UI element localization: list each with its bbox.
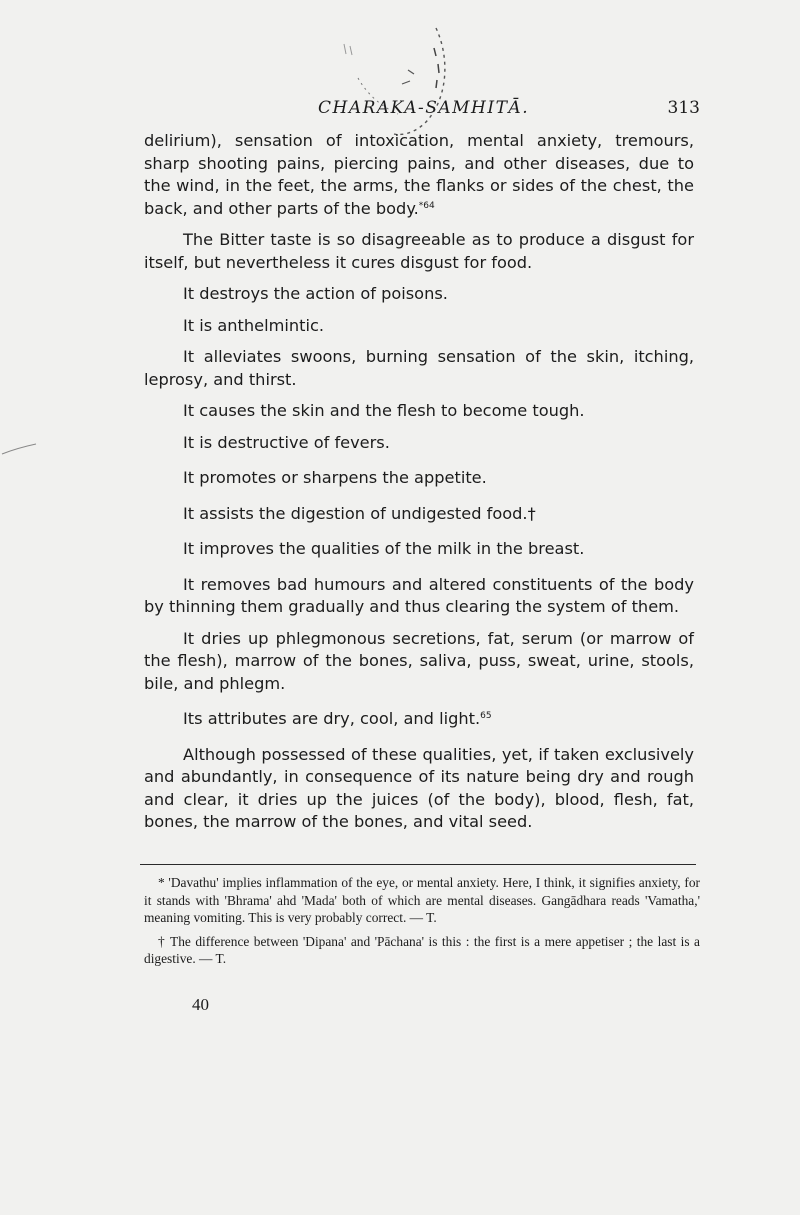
paragraph: Although possessed of these qualities, yet, if taken exclusively and abundantly, in consequence of its nature being dry and rough and clear, it dries up the juices (of the body), blood, flesh, fat, bones, the marrow of the bones, and vital seed.: [144, 744, 694, 831]
paragraph: It destroys the action of poisons.: [183, 284, 448, 303]
footnote: † The difference between 'Dipana' and 'Pāchana' is this : the first is a mere appetiser ; the last is a digestive. — T.: [144, 933, 700, 966]
paragraph: It promotes or sharpens the appetite.: [183, 468, 487, 487]
margin-mark-icon: [0, 440, 40, 460]
running-header: [318, 98, 700, 124]
paragraph: The Bitter taste is so disagreeable as to produce a disgust for itself, but nevertheless it cures disgust for food.: [144, 230, 694, 272]
footnote-divider: [140, 864, 696, 865]
paragraph: It improves the qualities of the milk in the breast.: [183, 539, 585, 558]
footnote: * 'Davathu' implies inflammation of the eye, or mental anxiety. Here, I think, it signifies anxiety, for it stands with 'Bhrama' ahd 'Mada' both of which are mental diseases. Gangādhara reads 'Vamatha,' meaning vomiting. This is very probably correct. — T.: [144, 875, 700, 925]
note-ref: 65: [480, 711, 492, 721]
paragraph: delirium), sensation of intoxication, mental anxiety, tremours, sharp shooting pains, piercing pains, and other diseases, due to the wind, in the feet, the arms, the flanks or sides of the chest, the back, and other parts of the body.$^{*64}$: [144, 131, 694, 218]
body-text: [144, 130, 694, 834]
note-ref: *64: [418, 200, 435, 211]
paragraph: It causes the skin and the flesh to become tough.: [183, 401, 585, 420]
paragraph: Its attributes are dry, cool, and light.$^{65}$: [183, 709, 492, 728]
signature-mark: 40: [192, 995, 209, 1014]
paragraph: It assists the digestion of undigested food.†: [183, 503, 536, 523]
running-title: CHARAKA-SAMHITĀ.: [318, 98, 530, 118]
library-stamp-icon: [338, 18, 458, 146]
paragraph: It is anthelmintic.: [183, 315, 325, 335]
note-ref: †: [527, 503, 536, 523]
page-number: 313: [667, 98, 700, 118]
paragraph: It is destructive of fevers.: [183, 432, 390, 452]
footnotes: [144, 874, 700, 968]
paragraph: It alleviates swoons, burning sensation of the skin, itching, leprosy, and thirst.: [144, 347, 694, 389]
paragraph: It dries up phlegmonous secretions, fat, serum (or marrow of the flesh), marrow of the bones, saliva, puss, sweat, urine, stools, bile, and phlegm.: [144, 628, 694, 693]
paragraph: It removes bad humours and altered constituents of the body by thinning them gradually and thus clearing the system of them.: [144, 574, 694, 616]
